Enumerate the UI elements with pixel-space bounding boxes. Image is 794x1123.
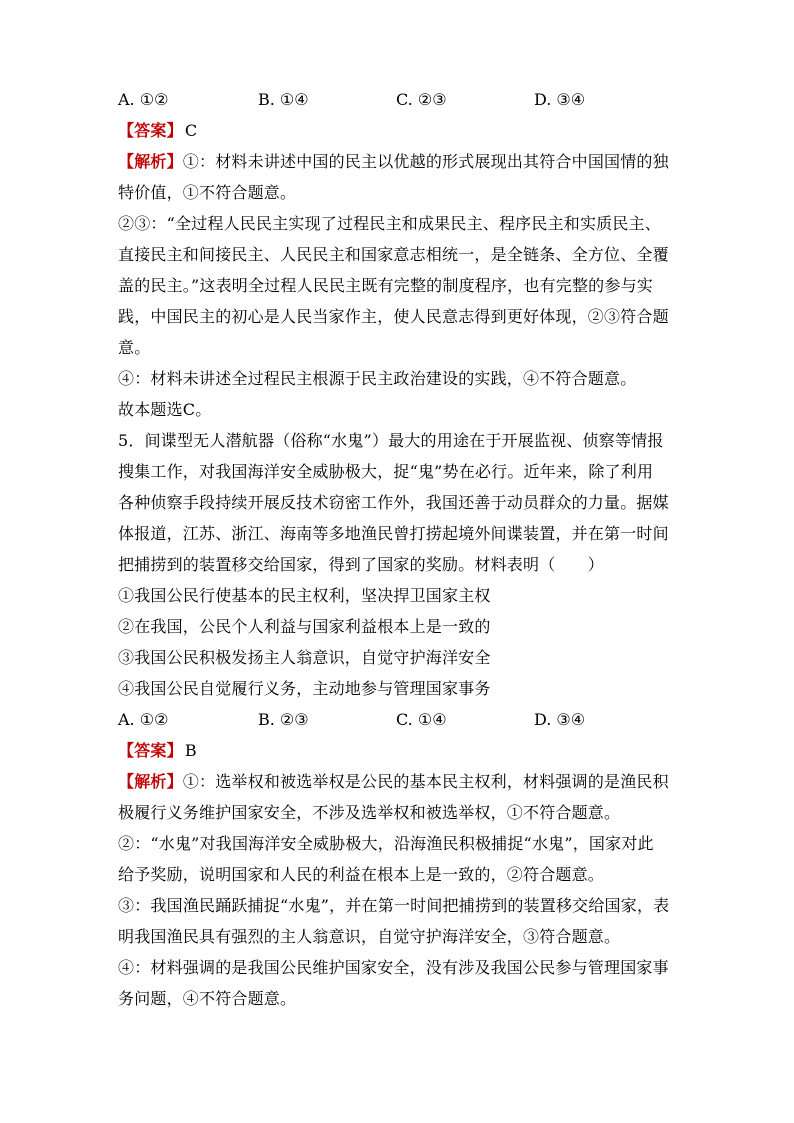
q4-option-a: A. ①② bbox=[118, 90, 169, 109]
q5-answer-value: B bbox=[184, 741, 197, 760]
q5-option-b: B. ②③ bbox=[258, 710, 309, 729]
q5-statement-3: ③我国公民积极发扬主人翁意识，自觉守护海洋安全 bbox=[118, 648, 491, 667]
q4-analysis-line-2: 特价值，①不符合题意。 bbox=[118, 183, 297, 202]
q4-analysis-line-1 bbox=[118, 152, 669, 172]
q4-analysis-line-3: ②③：“全过程人民民主实现了过程民主和成果民主、程序民主和实质民主、 bbox=[118, 214, 661, 233]
q4-answer-value: C bbox=[184, 121, 198, 140]
q5-analysis-line-5: ③：我国渔民踊跃捕捉“水鬼”，并在第一时间把捕捞到的装置移交给国家，表 bbox=[118, 896, 670, 915]
q4-answer-tag: 【答案】 bbox=[118, 121, 183, 140]
q5-statement-1: ①我国公民行使基本的民主权利，坚决捍卫国家主权 bbox=[118, 586, 491, 605]
q4-options bbox=[118, 90, 678, 110]
q4-analysis-line-7: 意。 bbox=[118, 338, 151, 357]
q4-analysis-text-1: ①：材料未讲述中国的民主以优越的形式展现出其符合中国国情的独 bbox=[182, 152, 669, 171]
q5-option-a: A. ①② bbox=[118, 710, 169, 729]
q4-analysis-line-4: 直接民主和间接民主、人民民主和国家意志相统一，是全链条、全方位、全覆 bbox=[118, 245, 669, 264]
q5-analysis-line-7: ④：材料强调的是我国公民维护国家安全，没有涉及我国公民参与管理国家事 bbox=[118, 958, 669, 977]
q5-options bbox=[118, 710, 678, 730]
q5-stem-line-1: 5．间谍型无人潜航器（俗称“水鬼”）最大的用途在于开展监视、侦察等情报 bbox=[118, 431, 664, 450]
q4-analysis-line-6: 践，中国民主的初心是人民当家作主，使人民意志得到更好体现，②③符合题 bbox=[118, 307, 669, 326]
q5-analysis-line-8: 务问题，④不符合题意。 bbox=[118, 989, 297, 1008]
q4-option-d: D. ③④ bbox=[534, 90, 586, 109]
q5-stem-line-4: 体报道，江苏、浙江、海南等多地渔民曾打捞起境外间谍装置，并在第一时间 bbox=[118, 524, 669, 543]
q5-option-d: D. ③④ bbox=[534, 710, 586, 729]
q5-analysis-line-4: 给予奖励，说明国家和人民的利益在根本上是一致的，②符合题意。 bbox=[118, 865, 605, 884]
q5-analysis-line-2: 极履行义务维护国家安全，不涉及选举权和被选举权，①不符合题意。 bbox=[118, 803, 621, 822]
q4-analysis-line-8: ④：材料未讲述全过程民主根源于民主政治建设的实践，④不符合题意。 bbox=[118, 369, 637, 388]
q5-analysis-text-1: ①：选举权和被选举权是公民的基本民主权利，材料强调的是渔民积 bbox=[182, 772, 669, 791]
q4-option-c: C. ②③ bbox=[396, 90, 447, 109]
q5-analysis-line-6: 明我国渔民具有强烈的主人翁意识，自觉守护海洋安全，③符合题意。 bbox=[118, 927, 621, 946]
q5-option-c: C. ①④ bbox=[396, 710, 447, 729]
q5-statement-4: ④我国公民自觉履行义务，主动地参与管理国家事务 bbox=[118, 679, 491, 698]
q5-answer-line bbox=[118, 741, 197, 761]
q5-analysis-line-3: ②：“水鬼”对我国海洋安全威胁极大，沿海渔民积极捕捉“水鬼”，国家对此 bbox=[118, 834, 654, 853]
q4-analysis-tag: 【解析】 bbox=[118, 152, 183, 171]
q5-analysis-line-1 bbox=[118, 772, 669, 792]
q4-answer-line bbox=[118, 121, 197, 141]
q4-option-b: B. ①④ bbox=[258, 90, 309, 109]
q5-answer-tag: 【答案】 bbox=[118, 741, 183, 760]
q5-stem-line-2: 搜集工作，对我国海洋安全威胁极大，捉“鬼”势在必行。近年来，除了利用 bbox=[118, 462, 654, 481]
q5-statement-2: ②在我国，公民个人利益与国家利益根本上是一致的 bbox=[118, 617, 491, 636]
q4-analysis-line-5: 盖的民主。”这表明全过程人民民主既有完整的制度程序，也有完整的参与实 bbox=[118, 276, 653, 295]
q5-stem-line-5: 把捕捞到的装置移交给国家，得到了国家的奖励。材料表明（ ） bbox=[118, 555, 605, 574]
q5-analysis-tag: 【解析】 bbox=[118, 772, 183, 791]
q5-stem-line-3: 各种侦察手段持续开展反技术窃密工作外，我国还善于动员群众的力量。据媒 bbox=[118, 493, 669, 512]
q4-conclusion-line: 故本题选C。 bbox=[118, 400, 212, 419]
